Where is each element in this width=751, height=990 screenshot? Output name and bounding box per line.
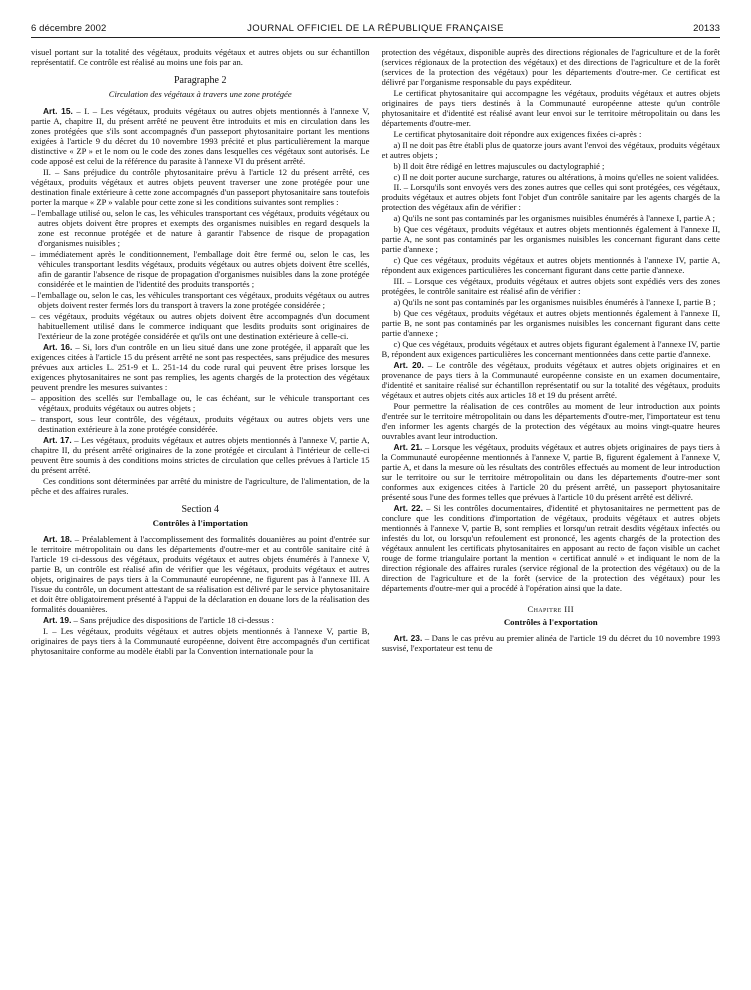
paragraph [382,172,721,182]
paragraph [31,615,370,625]
article-number: Art. 21. [393,441,423,452]
paragraph-text: – Si les contrôles documentaires, d'identité et phytosanitaires ne permettent pas de conclure que les conditions d'importation de végétaux, produits végétaux et autres objets mentionnés à l'annexe V, partie B, sont remplies et lorsqu'un retrait desdits végétaux infectés ou infestés du lot, ou lorsqu'un refoulement est prononcé, les agents chargés de la protection des végétaux annulent les certificats phytosanitaires en apposant au recto de façon visible un cachet rouge de forme triangulaire portant la mention « certificat annulé » et indiquant le nom de la direction régionale des affaires rurales (service régional de la protection des végétaux) ou de la direction de l'agriculture et de la forêt (service de la protection des végétaux) pour les départements d'outre-mer qui a procédé à l'opération ainsi que la date. [381,502,720,593]
paragraph-text: – Les végétaux, produits végétaux et autres objets mentionnés à l'annexe V, partie A, chapitre II, du présent arrêté originaires de la zone protégée et circulant à l'intérieur de celle-ci peuvent être soumis à des conditions moins strictes de circulation que celles prévues à l'article 15 du présent arrêté. [31,434,370,475]
paragraph-text: visuel portant sur la totalité des végétaux, produits végétaux et autres objets ou sur échantillon représentatif. Ce contrôle est réalisé au moins une fois par an. [31,47,370,68]
paragraph [382,308,721,338]
paragraph-text: – apposition des scellés sur l'emballage ou, le cas échéant, sur le véhicule transportant ces végétaux, produits végétaux ou autres objets ; [31,393,370,414]
paragraph-text: – I. – Les végétaux, produits végétaux ou autres objets mentionnés à l'annexe V, partie A, chapitre II, du présent arrêté ne peuvent être introduits et mis en circulation dans les zones protégées que s'ils sont accompagnés d'un passeport phytosanitaire portant les mentions exigées à l'article 9 du décret du 10 novembre 1993 précité et plus particulièrement la marque distinctive « ZP » et le nom ou le code des zones dans lesquelles ces végétaux sont autorisés. Le code apposé est celui de la référence du parasite à l'annexe VI du présent arrêté. [31,106,370,167]
list-item [31,393,370,413]
paragraph-text: b) Que ces végétaux, produits végétaux et autres objets mentionnés également à l'annexe II, partie B, ne sont pas contaminés par les organismes nuisibles les concernant figurant dans cette partie d'annexe ; [381,307,720,338]
paragraph-text: – Si, lors d'un contrôle en un lieu situé dans une zone protégée, il apparaît que les exigences citées à l'article 15 du présent arrêté ne sont pas respectées, sans préjudice des mesures prévues aux articles L. 251-9 et L. 251-14 du code rural qui peuvent être prises lorsque les exigences phytosanitaires ne sont pas remplies, les agents chargés de la protection des végétaux peuvent prendre les mesures suivantes : [31,342,370,393]
section-heading: Contrôles à l'exportation [503,617,598,628]
section-heading: Paragraphe 2 [174,75,227,87]
list-item [31,290,370,310]
paragraph [31,167,370,207]
article-number: Art. 22. [393,502,423,513]
page-number: 20133 [693,23,720,34]
paragraph-text: Pour permettre la réalisation de ces contrôles au moment de leur introduction aux points d'entrée sur le territoire métropolitain ou dans les départements d'outre-mer, l'importateur est tenu d'en informer les agents chargés de la protection des végétaux au moins vingt-quatre heures ouvrables avant leur introduction. [381,400,720,441]
paragraph-text: – immédiatement après le conditionnement, l'emballage doit être fermé ou, selon le cas, les véhicules transportant lesdits végétaux, produits végétaux ou autres objets doivent être scellés, afin de garantir l'absence de risque de propagation d'organismes nuisibles dans la zone protégée considérée et le maintien de l'identité des produits transportés ; [31,249,370,290]
article-number: Art. 17. [43,434,72,445]
paragraph [382,276,721,296]
header-date: 6 décembre 2002 [31,23,107,34]
paragraph-text: a) Qu'ils ne sont pas contaminés par les organismes nuisibles énumérés à l'annexe I, partie B ; [393,296,716,307]
list-item [31,208,370,248]
article-number: Art. 18. [43,534,73,545]
paragraph [382,297,721,307]
article-number: Art. 23. [393,633,423,644]
article-number: Art. 15. [43,106,73,117]
section-heading: Circulation des végétaux à travers une zone protégée [108,89,292,100]
paragraph [382,339,721,359]
paragraph [382,360,721,400]
paragraph [382,140,721,160]
paragraph-text: – Préalablement à l'accomplissement des formalités douanières au point d'entrée sur le territoire métropolitain ou dans les départements d'outre-mer et au contrôle sanitaire cité à l'article 19 ci-dessous des végétaux, produits végétaux et autres objets énumérés à l'annexe V, partie B, un contrôle est réalisé afin de vérifier que les végétaux, produits végétaux et autres objets, originaires de pays tiers à la Communauté européenne, ne figurent pas à l'annexe III. A l'issue du contrôle, un document attestant de sa réalisation est délivré par le service phytosanitaire et doit être obligatoirement présenté à l'appui de la déclaration en douane lors de la réalisation des formalités douanières. [31,534,370,615]
paragraph-text: c) Que ces végétaux, produits végétaux et autres objets figurant également à l'annexe IV, partie B, répondent aux exigences particulières les concernant mentionnées dans cette partie d'annexe. [381,338,720,359]
paragraph [31,47,370,67]
list-item [31,311,370,341]
paragraph-text: III. – Lorsque ces végétaux, produits végétaux et autres objets sont expédiés vers des zones protégées, le contrôle sanitaire est réalisé afin de vérifier : [381,276,720,297]
paragraph [31,626,370,656]
paragraph-text: Le certificat phytosanitaire doit répondre aux exigences fixées ci-après : [393,128,642,139]
paragraph-text: a) Qu'ils ne sont pas contaminés par les organismes nuisibles énumérés à l'annexe I, partie A ; [393,213,716,224]
paragraph-text: Ces conditions sont déterminées par arrêté du ministre de l'agriculture, de l'alimentation, de la pêche et des affaires rurales. [31,475,370,496]
paragraph-text: – l'emballage utilisé ou, selon le cas, les véhicules transportant ces végétaux, produits végétaux ou autres objets doivent être propres et exempts des organismes nuisibles en regard desquels la zone est reconnue protégée et de nature à garantir l'absence de risque de propagation d'organismes nuisibles ; [31,208,370,249]
paragraph [382,401,721,441]
section-heading: Section 4 [181,503,219,515]
paragraph-text: II. – Lorsqu'ils sont envoyés vers des zones autres que celles qui sont protégées, ces végétaux, produits végétaux et autres objets font l'objet d'un contrôle sanitaire par les agents chargés de la protection des végétaux afin de vérifier : [381,182,720,213]
paragraph [382,47,721,87]
paragraph-text: – Lorsque les végétaux, produits végétaux et autres objets originaires de pays tiers à la Communauté européenne mentionnés à l'annexe V, partie B, figurent également à l'annexe V, partie A, et dans la mesure où les résultats des contrôles effectués au moment de leur introduction sur le territoire ou sur le territoire métropolitain ou dans les départements d'outre-mer sont conformes aux exigences citées à l'article 20 du présent arrêté, un passeport phytosanitaire présenté sous l'une des formes telles que prévues à l'article 10 du présent arrêté est délivré. [381,441,720,502]
paragraph [382,503,721,593]
paragraph [382,633,721,653]
section-heading: Contrôles à l'importation [152,517,248,528]
paragraph-text: – transport, sous leur contrôle, des végétaux, produits végétaux ou autres objets vers une destination extérieure à la zone protégée considérée. [31,413,370,435]
list-item [31,249,370,289]
paragraph [31,106,370,166]
section-heading: Chapitre III [527,604,575,615]
paragraph-text: I. – Les végétaux, produits végétaux et autres objets mentionnés à l'annexe V, partie B, originaires de pays tiers à la Communauté européenne, doivent être accompagnés d'un certificat phytosanitaire conforme au modèle établi par la Convention internationale pour la [31,626,370,657]
paragraph-text: – l'emballage ou, selon le cas, les véhicules transportant ces végétaux, produits végétaux ou autres objets doivent rester fermés lors du transport à travers la zone protégée considérée ; [31,290,370,311]
paragraph-text: – ces végétaux, produits végétaux ou autres objets doivent être accompagnés d'un document habituellement utilisé dans le commerce indiquant que lesdits produits sont originaires de l'extérieur de la zone protégée considérée et qu'ils ont une destination extérieure à celle-ci. [31,311,370,342]
article-number: Art. 20. [393,359,424,370]
paragraph [382,182,721,212]
paragraph [382,255,721,275]
paragraph [382,88,721,128]
paragraph-text: – Dans le cas prévu au premier alinéa de l'article 19 du décret du 10 novembre 1993 susvisé, l'exportateur est tenu de [381,633,720,654]
paragraph [382,442,721,502]
paragraph [382,213,721,223]
left-column [31,47,370,970]
paragraph-text: Le certificat phytosanitaire qui accompagne les végétaux, produits végétaux et autres objets originaires de pays tiers destinés à la Communauté européenne atteste qu'un contrôle phytosanitaire et d'identité est réalisé avant leur envoi sur le territoire métropolitain ou dans les départements d'outre-mer. [381,87,720,129]
paragraph-text: – Sans préjudice des dispositions de l'article 18 ci-dessus : [71,615,274,626]
paragraph [382,224,721,254]
article-number: Art. 19. [43,615,72,626]
paragraph-text: II. – Sans préjudice du contrôle phytosanitaire prévu à l'article 12 du présent arrêté, ces végétaux, produits végétaux et autres objets peuvent traverser une zone protégée pour une destination finale extérieure à cette zone accompagnés d'un passeport phytosanitaire sans toutefois porter la marque « ZP » valable pour cette zone si les conditions suivantes sont remplies : [31,167,370,208]
paragraph-text: c) Il ne doit porter aucune surcharge, ratures ou altérations, à moins qu'elles ne soient validées. [393,171,719,182]
paragraph-text: c) Que ces végétaux, produits végétaux et autres objets mentionnés à l'annexe IV, partie A, répondent aux exigences particulières les concernant figurant dans cette partie d'annexe. [381,255,720,276]
journal-title: JOURNAL OFFICIEL DE LA RÉPUBLIQUE FRANÇAISE [247,23,504,34]
paragraph-text: b) Il doit être rédigé en lettres majuscules ou dactylographié ; [393,160,605,171]
paragraph [31,534,370,614]
paragraph [31,476,370,496]
right-column [382,47,721,970]
text-columns [31,47,720,970]
paragraph-text: – Le contrôle des végétaux, produits végétaux et autres objets originaires et en provenance de pays tiers à la Communauté européenne consiste en un examen documentaire, d'identité et sanitaire réalisé sur échantillon représentatif ou sur la totalité des végétaux, produits végétaux et autres objets cités aux articles 18 et 19 du présent arrêté. [381,359,720,400]
article-number: Art. 16. [43,342,73,353]
paragraph-text: protection des végétaux, disponible auprès des directions régionales de l'agriculture et de la forêt (services régionaux de la protection des végétaux) et des directions de l'agriculture et de la forêt (services de la protection des végétaux) pour les départements d'outre-mer. Ce certificat est délivré par l'organisme responsable du pays expéditeur. [381,47,720,88]
list-item [31,414,370,434]
paragraph [31,435,370,475]
paragraph [31,342,370,392]
paragraph-text: a) Il ne doit pas être établi plus de quatorze jours avant l'envoi des végétaux, produits végétaux et autres objets ; [381,139,720,160]
paragraph-text: b) Que ces végétaux, produits végétaux et autres objets mentionnés également à l'annexe II, partie A, ne sont pas contaminés par les organismes nuisibles les concernant figurant dans cette partie d'annexe ; [381,224,720,255]
page-header [31,21,720,38]
paragraph [382,129,721,139]
paragraph [382,161,721,171]
